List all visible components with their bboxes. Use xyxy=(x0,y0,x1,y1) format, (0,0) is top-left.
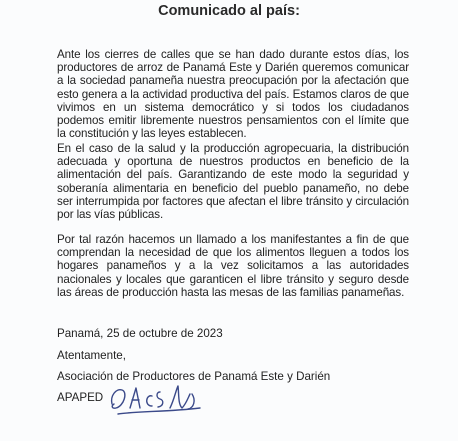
paragraph-1: Ante los cierres de calles que se han dado durante estos días, los productores de arroz de Panamá Este y Darién queremos comunicar a la sociedad panameña nuestra preocupación por la afectación que esto genera a la actividad productiva del país. Estamos claros de que vivimos en un sistema democrático y si todos los ciudadanos podemos emitir libremente nuestros pensamientos con el límite que la constitución y las leyes establecen. xyxy=(57,48,409,141)
organization-name: Asociación de Productores de Panamá Este y Darién xyxy=(57,370,331,383)
handwritten-signature xyxy=(108,378,208,420)
document-title: Comunicado al país: xyxy=(158,3,300,19)
paragraph-2: En el caso de la salud y la producción agropecuaria, la distribución adecuada y oportuna de nuestros productos en beneficio de la alimentación del país. Garantizando de este modo la seguridad y soberanía alimentaria en beneficio del pueblo panameño, no debe ser interrumpida por factores que afectan el libre tránsito y circulación por las vías públicas. xyxy=(57,142,409,222)
place-date: Panamá, 25 de octubre de 2023 xyxy=(57,327,223,340)
organization-acronym: APAPED xyxy=(57,391,104,404)
paragraph-3: Por tal razón hacemos un llamado a los manifestantes a fin de que comprendan la necesidad de que los alimentos lleguen a todos los hogares panameños y a la vez solicitamos a las autoridades nacionales y locales que garanticen el libre tránsito y seguro desde las áreas de producción hasta las mesas de las familias panameñas. xyxy=(57,233,409,299)
closing-salutation: Atentamente, xyxy=(57,349,126,362)
